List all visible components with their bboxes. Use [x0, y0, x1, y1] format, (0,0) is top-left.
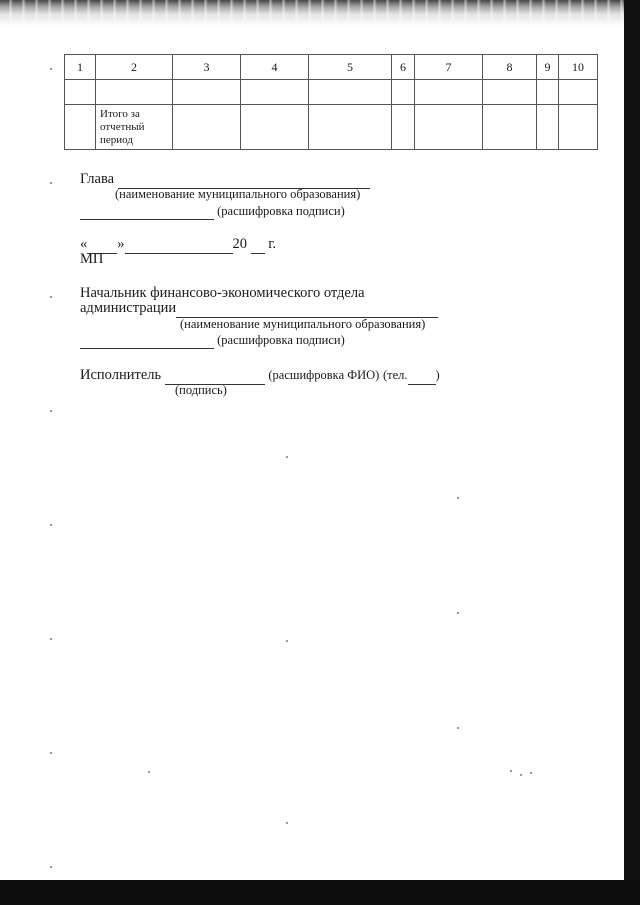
- head-decoding-line: [80, 204, 345, 220]
- table-cell: [241, 105, 309, 150]
- column-number: 9: [537, 55, 559, 80]
- scan-speck: [530, 772, 532, 774]
- month-blank: [125, 236, 233, 254]
- executor-label: Исполнитель: [80, 367, 162, 383]
- finance-head-admin-label: администрации: [80, 300, 177, 316]
- total-row-label: Итого за отчетный период: [100, 107, 145, 146]
- table-cell: [392, 105, 415, 150]
- column-number: 5: [309, 55, 392, 80]
- scan-speck: [50, 752, 52, 754]
- finance-head-name-blank: [176, 300, 438, 318]
- table-row: [65, 80, 598, 105]
- table-cell: [559, 80, 598, 105]
- scan-speck: [286, 640, 288, 642]
- scan-speck: [286, 822, 288, 824]
- table-cell: [65, 80, 96, 105]
- table-cell: [537, 80, 559, 105]
- table-cell: [537, 105, 559, 150]
- table-cell: [559, 105, 598, 150]
- table-cell: [309, 105, 392, 150]
- year-suffix: г.: [268, 236, 277, 252]
- executor-decoding: (расшифровка ФИО): [268, 368, 380, 382]
- decoding-hint: (расшифровка подписи): [217, 204, 345, 218]
- scan-speck: [50, 638, 52, 640]
- column-number: 4: [241, 55, 309, 80]
- municipality-hint: (наименование муниципального образования): [115, 187, 361, 201]
- phone-close: ): [435, 368, 440, 382]
- scan-speck: [148, 771, 150, 773]
- finance-head-admin-line: [80, 300, 438, 318]
- table-cell: [96, 80, 173, 105]
- table-cell: [96, 105, 173, 150]
- table-cell: [415, 80, 483, 105]
- scan-speck: [286, 456, 288, 458]
- table-cell: [65, 105, 96, 150]
- scan-speck: [50, 68, 52, 70]
- table-cell: [241, 80, 309, 105]
- phone-blank: [408, 367, 436, 385]
- municipality-hint-2: (наименование муниципального образования): [180, 317, 426, 331]
- scan-speck: [520, 774, 522, 776]
- date-close-quote: »: [117, 236, 125, 252]
- scan-speck: [457, 497, 459, 499]
- year-blank: [251, 236, 265, 254]
- decoding-hint-2: (расшифровка подписи): [217, 333, 345, 347]
- finance-signature-blank: [80, 333, 214, 349]
- table-cell: [415, 105, 483, 150]
- scan-edge-bottom: [0, 880, 640, 905]
- signature-hint: (подпись): [175, 383, 227, 397]
- table-cell: [483, 105, 537, 150]
- scan-edge-right: [624, 0, 640, 905]
- phone-label: (тел.: [382, 368, 408, 382]
- report-table: [64, 54, 598, 150]
- table-cell: [173, 105, 241, 150]
- column-number: 3: [173, 55, 241, 80]
- table-cell: [309, 80, 392, 105]
- scan-speck: [50, 524, 52, 526]
- scan-edge-top-noise: [0, 0, 640, 22]
- stamp-label: МП: [80, 251, 104, 267]
- scan-speck: [50, 866, 52, 868]
- date-line: [80, 236, 276, 254]
- column-number: 1: [65, 55, 96, 80]
- table-total-row: [65, 105, 598, 150]
- year-prefix: 20: [232, 236, 247, 252]
- scan-speck: [457, 727, 459, 729]
- finance-head-title: Начальник финансово-экономического отдела: [80, 285, 365, 301]
- column-number: 7: [415, 55, 483, 80]
- column-number: 6: [392, 55, 415, 80]
- column-number: 2: [96, 55, 173, 80]
- executor-line: [80, 367, 440, 385]
- head-signature-blank: [80, 204, 214, 220]
- scan-speck: [50, 182, 52, 184]
- scan-speck: [50, 410, 52, 412]
- head-label: Глава: [80, 171, 115, 187]
- table-cell: [173, 80, 241, 105]
- table-cell: [392, 80, 415, 105]
- date-open-quote: «: [80, 236, 88, 252]
- column-number: 8: [483, 55, 537, 80]
- column-number: 10: [559, 55, 598, 80]
- table-header-row: [65, 55, 598, 80]
- scan-speck: [510, 770, 512, 772]
- table-cell: [483, 80, 537, 105]
- scan-speck: [457, 612, 459, 614]
- finance-decoding-line: [80, 333, 345, 349]
- scan-speck: [50, 296, 52, 298]
